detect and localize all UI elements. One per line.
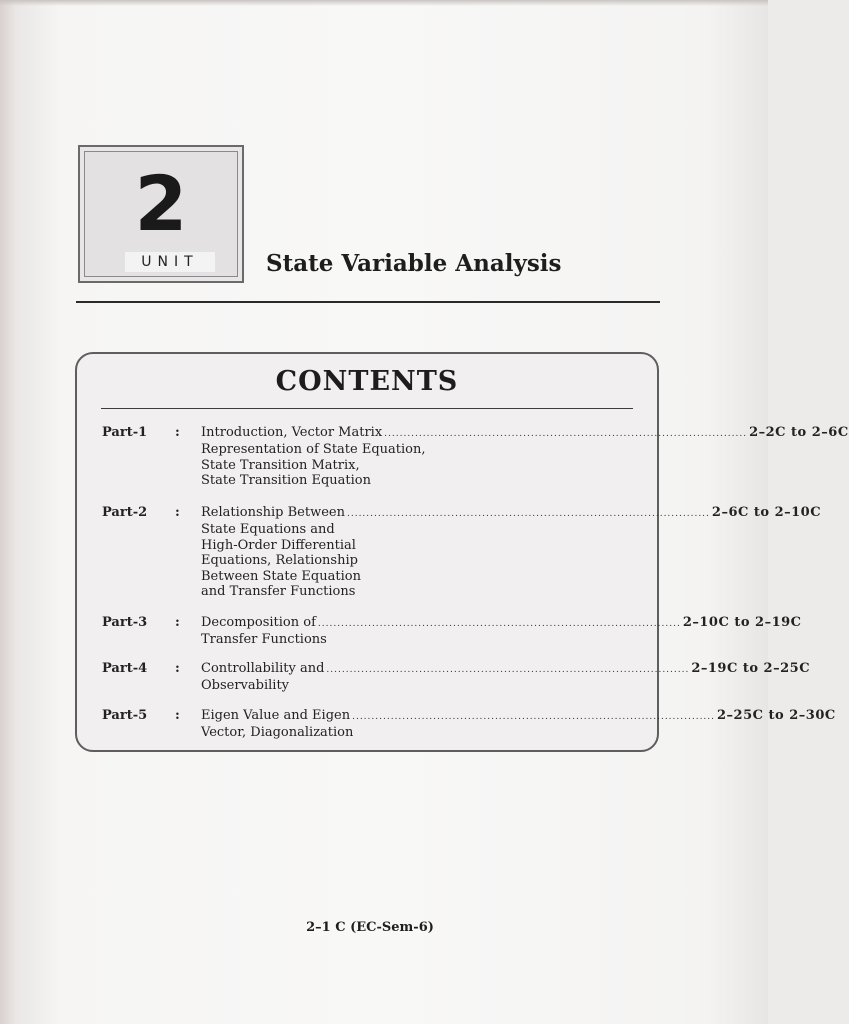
- part-colon: :: [175, 425, 180, 440]
- part-label: Part-2: [102, 505, 148, 520]
- part-colon: :: [175, 708, 180, 723]
- part-description: [201, 615, 802, 648]
- part-description-line: Relationship Between: [201, 505, 345, 520]
- part-description-line: Transfer Functions: [201, 632, 327, 647]
- part-description: [201, 505, 822, 600]
- part-pages: 2–25C to 2–30C: [717, 708, 836, 723]
- dot-leader: ..............................................................................................: [384, 429, 748, 439]
- part-label: Part-5: [102, 708, 148, 723]
- dot-leader: ..............................................................................................: [317, 619, 681, 629]
- part-first-line: [201, 505, 822, 522]
- part-colon: :: [175, 661, 180, 676]
- part-first-line: [201, 708, 836, 725]
- part-description-line: Representation of State Equation,: [201, 442, 426, 457]
- dot-leader: ..............................................................................................: [326, 665, 690, 675]
- binding-shadow: [0, 0, 14, 1024]
- part-label: Part-3: [102, 615, 148, 630]
- part-pages: 2–19C to 2–25C: [691, 661, 811, 676]
- part-description-line: Observability: [201, 678, 290, 693]
- part-pages: 2–10C to 2–19C: [682, 615, 802, 630]
- part-label: Part-4: [102, 661, 148, 676]
- part-description-line: State Transition Matrix,: [201, 457, 360, 473]
- part-description-line: Eigen Value and Eigen: [201, 708, 351, 723]
- top-shadow: [0, 0, 768, 6]
- part-pages: 2–2C to 2–6C: [749, 425, 849, 440]
- part-description: [201, 708, 836, 741]
- part-description-line: High-Order Differential: [201, 537, 356, 553]
- part-description-line: Between State Equation: [201, 568, 361, 584]
- unit-label: UNIT: [141, 254, 199, 270]
- title-divider: [76, 301, 660, 303]
- unit-number: 2: [134, 159, 188, 248]
- part-label: Part-1: [102, 425, 148, 440]
- part-description-line: Controllability and: [201, 661, 325, 676]
- page-footer: 2–1 C (EC-Sem-6): [306, 920, 434, 935]
- part-first-line: [201, 661, 811, 678]
- dot-leader: ..............................................................................................: [346, 509, 710, 519]
- part-first-line: [201, 425, 849, 442]
- part-description-line: Introduction, Vector Matrix: [201, 425, 383, 440]
- contents-divider: [101, 408, 633, 409]
- unit-title: State Variable Analysis: [266, 250, 562, 277]
- part-first-line: [201, 615, 802, 632]
- part-colon: :: [175, 505, 180, 520]
- part-description: [201, 661, 811, 694]
- dot-leader: ..............................................................................................: [352, 712, 716, 722]
- contents-heading: CONTENTS: [275, 366, 459, 397]
- part-description-line: Equations, Relationship: [201, 553, 358, 568]
- contents-box: [75, 352, 849, 752]
- part-description-line: State Transition Equation: [201, 473, 371, 488]
- part-description: [201, 425, 849, 489]
- unit-badge-inner: [84, 151, 238, 277]
- part-description-line: and Transfer Functions: [201, 584, 356, 599]
- part-description-line: Decomposition of: [201, 615, 316, 630]
- part-colon: :: [175, 615, 180, 630]
- part-pages: 2–6C to 2–10C: [711, 505, 822, 520]
- part-description-line: State Equations and: [201, 522, 335, 537]
- unit-badge: [78, 145, 244, 283]
- part-description-line: Vector, Diagonalization: [201, 725, 354, 740]
